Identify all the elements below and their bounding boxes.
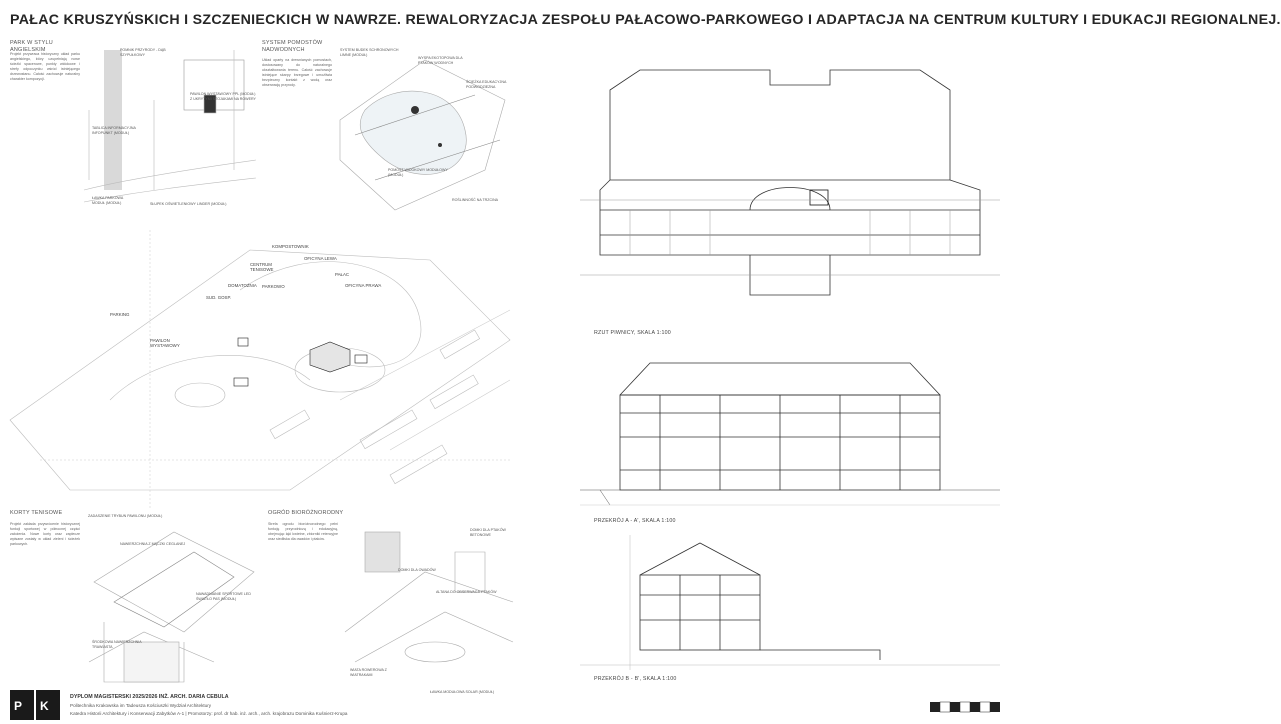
section-b: [580, 535, 1000, 670]
plan-caption: RZUT PIWNICY, SKALA 1:100: [594, 330, 671, 336]
park-label-1: POMNIK PRZYRODY - DĄB SZYPUŁKOWY: [120, 48, 166, 57]
garden-heading: OGRÓD BIORÓŻNORODNY: [268, 510, 344, 516]
water-text: Układ oparty na drewnianych pomostach, dostosowany do naturalnego ukształtowania terenu. Całość zachowuje istniejące skarpy brzegowe i umożliwia bezpieczny kontakt z wodą oraz obserwację przyrody.: [262, 58, 332, 87]
footer-title: DYPLOM MAGISTERSKI 2025/2026 INŻ. ARCH. DARIA CEBULA: [70, 694, 229, 700]
university-logo: [10, 690, 62, 720]
site-axonometry: [10, 230, 513, 510]
section-b-caption: PRZEKRÓJ B - B', SKALA 1:100: [594, 676, 677, 682]
park-label-5: SŁUPEK OŚWIETLENIOWY LINDER (MODUŁ): [150, 202, 227, 206]
water-label-5: ROŚLINNOŚĆ NA TRZCINA: [452, 198, 499, 202]
park-label-3: TABLICA INFORMACYJNA INFOPUNKT (MODUŁ): [92, 126, 136, 135]
site-label-right-annex: OFICYNA PRAWA: [345, 283, 382, 288]
water-label-4: POMOST WIDOKOWY MODUŁOWY (MODUŁ): [388, 168, 448, 177]
tennis-label-1: ZADASZENIE TRYBUN PAWILONU (MODUŁ): [88, 514, 163, 518]
garden-label-3: ALTANA DO OBSERWACJI PTAKÓW: [436, 590, 497, 594]
water-label-3: ŚCIEŻKA EDUKACYJNA PODWODZIEZNA: [466, 80, 507, 89]
tennis-label-3: NAWADNIANIE SPORTOWE LED ŚWIATŁO PAS (MODUŁ): [196, 592, 251, 601]
site-label-tennis: CENTRUM TENISOWE: [250, 262, 274, 272]
water-label-2: WYSPA EKOTOPOWA DLA PTAKÓW WODNYCH: [418, 56, 463, 65]
tennis-label-4: ŚRODKOWA NAWIERZCHNIA TRAWIASTA: [92, 640, 142, 649]
site-label-compost: KOMPOSTOWNIK: [272, 244, 309, 249]
water-heading: SYSTEM POMOSTÓW NADWODNYCH: [262, 40, 323, 53]
garden-label-1: DOMKI DLA PTAKÓW BETONOWE: [470, 528, 506, 537]
svg-text:P: P: [14, 699, 23, 713]
site-label-domat: DOMATOŻNIA: [228, 283, 257, 288]
scale-bar: [930, 700, 1014, 714]
site-label-pavilion: PAWILON WYSTAWOWY: [150, 338, 180, 348]
section-a-caption: PRZEKRÓJ A - A', SKALA 1:100: [594, 518, 676, 524]
site-label-left-annex: OFICYNA LEWA: [304, 256, 337, 261]
garden-illustration: [345, 512, 513, 687]
garden-label-4: WIATA ROWEROWA Z WIATRAKAMI: [350, 668, 387, 677]
svg-text:K: K: [40, 699, 49, 713]
park-label-2: PAWILON WYSTAWOWY PPL (MODUŁ) Z UKRYTYMI STOJAKAMI NA ROWERY: [190, 92, 256, 101]
water-illustration: [335, 40, 513, 215]
section-a: [580, 355, 1000, 515]
basement-plan: [580, 40, 1000, 325]
park-text: Projekt przywraca historyczny układ parku angielskiego, który uzupełniają nowe ścieżki spacerowe, punkty widokowe i strefy odpoczynku wśród istniejącego drzewostanu. Całość zachowuje naturalny charakter kompozycji.: [10, 52, 80, 81]
tennis-heading: KORTY TENISOWE: [10, 510, 63, 516]
park-label-4: ŁAWKA PARKOWA MODUŁ (MODUŁ): [92, 196, 124, 205]
garden-label-5: ŁAWKA MODUŁOWA SOLAR (MODUŁ): [430, 690, 495, 694]
water-label-1: SYSTEM BUDEK SCHRONOWYCH LIMNE (MODUŁ): [340, 48, 399, 57]
tennis-label-2: NAWIERZCHNIA Z MĄCZKI CEGLANEJ: [120, 542, 186, 546]
site-label-palace: PAŁAC: [335, 272, 350, 277]
park-heading: PARK W STYLU ANGIELSKIM: [10, 40, 53, 53]
tennis-text: Projekt zakłada przywrócenie historycznej funkcji sportowej w północnej części założenia. Nowe korty oraz zaplecze wpisane zostały w układ zieleni i ścieżek parkowych.: [10, 522, 80, 546]
footer-line-1: Politechnika Krakowska im Tadeusza Kościuszki Wydział Architektury: [70, 703, 212, 708]
site-label-parking: PARKING: [110, 312, 130, 317]
board-title: PAŁAC KRUSZYŃSKICH I SZCZENIECKICH W NAWRZE. REWALORYZACJA ZESPOŁU PAŁACOWO-PARKOWEGO I ADAPTACJA NA CENTRUM KULTURY I EDUKACJI REGIONALNEJ.: [10, 12, 1281, 28]
site-label-farm: SUD. GOSP.: [206, 295, 232, 300]
garden-label-2: DOMKI DLA OWADÓW: [398, 568, 436, 572]
site-label-park: PARKOWO: [262, 284, 285, 289]
footer-line-2: Katedra Historii Architektury i Konserwacji Zabytków A-1 | Promotorzy: prof. dr hab. inż. arch., arch. krajobrazu Dominika Kuśnierz-Krupa: [70, 711, 348, 716]
garden-text: Strefa ogrodu bioróżnorodnego pełni funkcję przyrodniczą i edukacyjną, obejmując łąki kwietne, zbiorniki retencyjne oraz siedliska dla owadów i ptaków.: [268, 522, 338, 541]
